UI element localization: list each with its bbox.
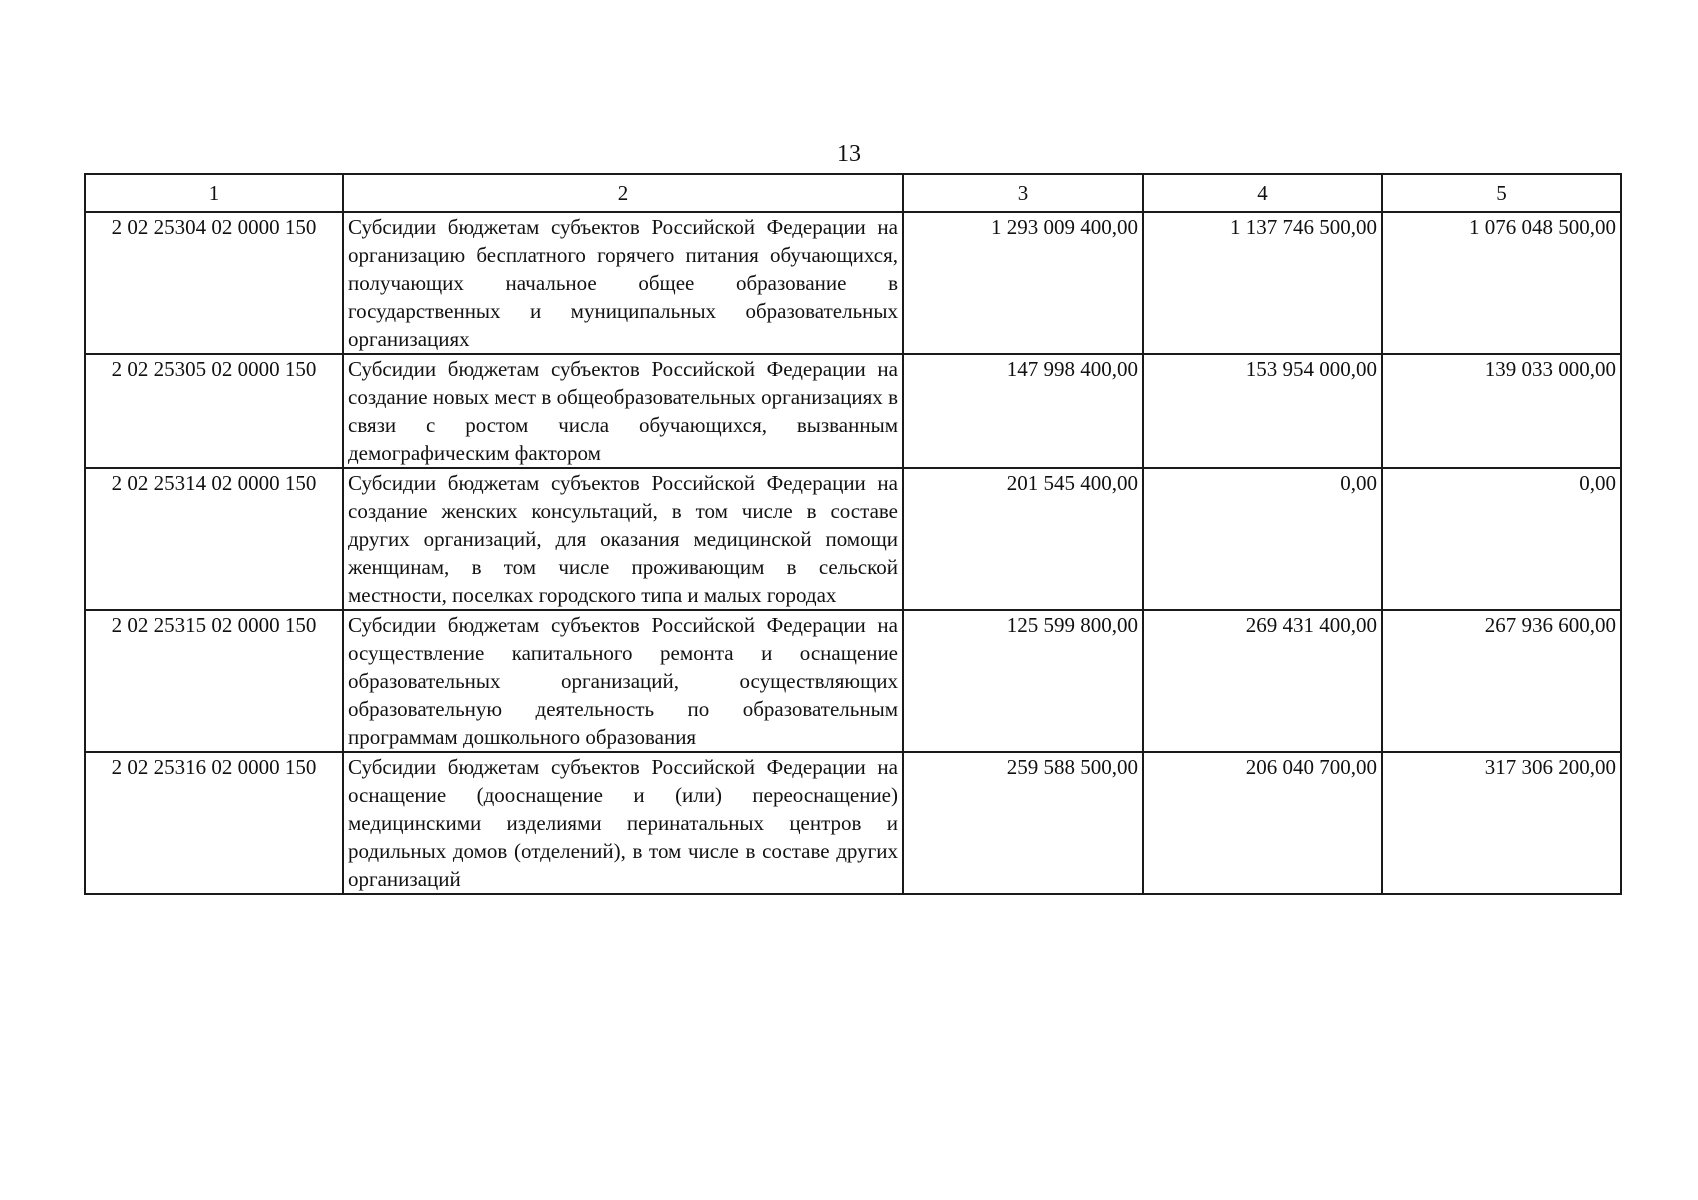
amount-column-5: 0,00 bbox=[1382, 468, 1621, 610]
budget-code: 2 02 25316 02 0000 150 bbox=[85, 752, 343, 894]
table-row bbox=[85, 752, 1621, 894]
amount-column-4: 269 431 400,00 bbox=[1143, 610, 1382, 752]
amount-column-3: 125 599 800,00 bbox=[903, 610, 1143, 752]
table-header-row bbox=[85, 174, 1621, 212]
revenue-description: Субсидии бюджетам субъектов Российской Федерации на организацию бесплатного горячего питания обучающихся, получающих начальное общее образование в государственных и муниципальных образовательных организациях bbox=[343, 212, 903, 354]
page-number: 13 bbox=[837, 141, 861, 167]
revenue-description: Субсидии бюджетам субъектов Российской Федерации на создание женских консультаций, в том числе в составе других организаций, для оказания медицинской помощи женщинам, в том числе проживающим в сельской местности, поселках городского типа и малых городах bbox=[343, 468, 903, 610]
revenue-description: Субсидии бюджетам субъектов Российской Федерации на осуществление капитального ремонта и оснащение образовательных организаций, осуществляющих образовательную деятельность по образовательным программам дошкольного образования bbox=[343, 610, 903, 752]
table-row bbox=[85, 354, 1621, 468]
budget-code: 2 02 25304 02 0000 150 bbox=[85, 212, 343, 354]
amount-column-5: 1 076 048 500,00 bbox=[1382, 212, 1621, 354]
revenue-description: Субсидии бюджетам субъектов Российской Федерации на создание новых мест в общеобразовательных организациях в связи с ростом числа обучающихся, вызванным демографическим фактором bbox=[343, 354, 903, 468]
budget-revenue-table bbox=[84, 173, 1622, 895]
table-row bbox=[85, 468, 1621, 610]
amount-column-5: 267 936 600,00 bbox=[1382, 610, 1621, 752]
column-header-3: 3 bbox=[903, 174, 1143, 212]
amount-column-3: 1 293 009 400,00 bbox=[903, 212, 1143, 354]
budget-code: 2 02 25315 02 0000 150 bbox=[85, 610, 343, 752]
amount-column-3: 259 588 500,00 bbox=[903, 752, 1143, 894]
column-header-5: 5 bbox=[1382, 174, 1621, 212]
amount-column-3: 201 545 400,00 bbox=[903, 468, 1143, 610]
budget-code: 2 02 25305 02 0000 150 bbox=[85, 354, 343, 468]
table-row bbox=[85, 610, 1621, 752]
column-header-4: 4 bbox=[1143, 174, 1382, 212]
table-row bbox=[85, 212, 1621, 354]
amount-column-4: 206 040 700,00 bbox=[1143, 752, 1382, 894]
amount-column-5: 317 306 200,00 bbox=[1382, 752, 1621, 894]
amount-column-4: 153 954 000,00 bbox=[1143, 354, 1382, 468]
amount-column-4: 0,00 bbox=[1143, 468, 1382, 610]
budget-code: 2 02 25314 02 0000 150 bbox=[85, 468, 343, 610]
column-header-1: 1 bbox=[85, 174, 343, 212]
amount-column-3: 147 998 400,00 bbox=[903, 354, 1143, 468]
amount-column-4: 1 137 746 500,00 bbox=[1143, 212, 1382, 354]
column-header-2: 2 bbox=[343, 174, 903, 212]
amount-column-5: 139 033 000,00 bbox=[1382, 354, 1621, 468]
revenue-description: Субсидии бюджетам субъектов Российской Федерации на оснащение (дооснащение и (или) переоснащение) медицинскими изделиями перинатальных центров и родильных домов (отделений), в том числе в составе других организаций bbox=[343, 752, 903, 894]
